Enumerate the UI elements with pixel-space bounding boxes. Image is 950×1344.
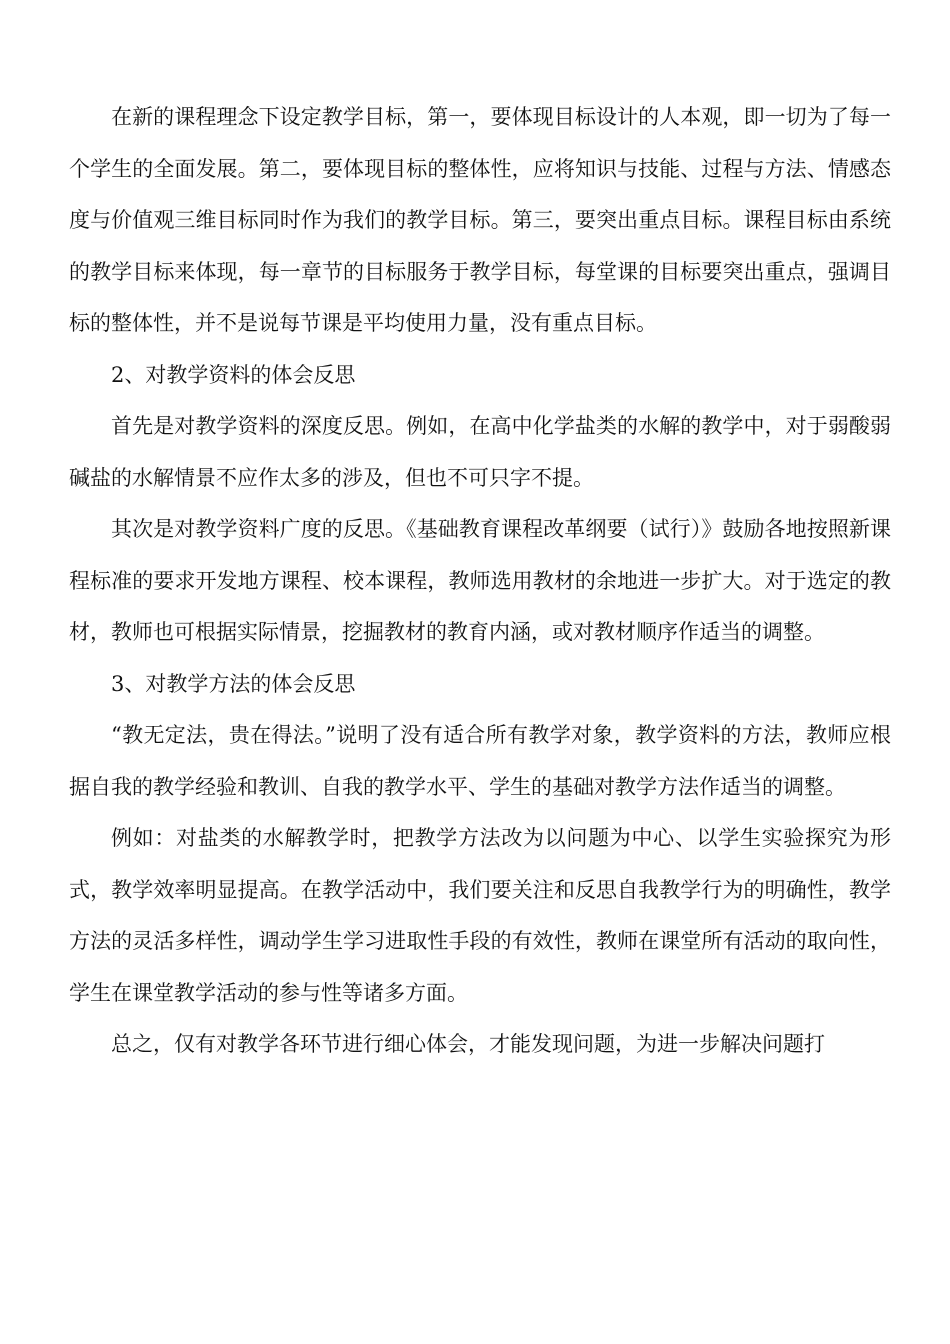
paragraph-conclusion: 总之，仅有对教学各环节进行细心体会，才能发现问题，为进一步解决问题打 <box>111 1032 825 1056</box>
heading-material-reflection: 2、对教学资料的体会反思 <box>111 362 356 387</box>
paragraph-method-quote: “教无定法，贵在得法。”说明了没有适合所有教学对象，教学资料的方法，教师应根据自我的教学经验和教训、自我的教学水平、学生的基础对教学方法作适当的调整。 <box>69 723 891 799</box>
paragraph-depth-reflection: 首先是对教学资料的深度反思。例如，在高中化学盐类的水解的教学中，对于弱酸弱碱盐的水解情景不应作太多的涉及，但也不可只字不提。 <box>69 414 891 490</box>
heading-method-reflection: 3、对教学方法的体会反思 <box>111 671 356 696</box>
paragraph-goal-setting: 在新的课程理念下设定教学目标，第一，要体现目标设计的人本观，即一切为了每一个学生的全面发展。第二，要体现目标的整体性，应将知识与技能、过程与方法、情感态度与价值观三维目标同时作为我们的教学目标。第三，要突出重点目标。课程目标由系统的教学目标来体现，每一章节的目标服务于教学目标，每堂课的目标要突出重点，强调目标的整体性，并不是说每节课是平均使用力量，没有重点目标。 <box>69 105 891 335</box>
paragraph-breadth-reflection: 其次是对教学资料广度的反思。《基础教育课程改革纲要（试行）》鼓励各地按照新课程标准的要求开发地方课程、校本课程，教师选用教材的余地进一步扩大。对于选定的教材，教师也可根据实际情景，挖掘教材的教育内涵，或对教材顺序作适当的调整。 <box>69 517 891 644</box>
paragraph-method-example: 例如：对盐类的水解教学时，把教学方法改为以问题为中心、以学生实验探究为形式，教学效率明显提高。在教学活动中，我们要关注和反思自我教学行为的明确性，教学方法的灵活多样性，调动学生学习进取性手段的有效性，教师在课堂所有活动的取向性，学生在课堂教学活动的参与性等诸多方面。 <box>69 826 891 1005</box>
document-body <box>69 92 891 1071</box>
